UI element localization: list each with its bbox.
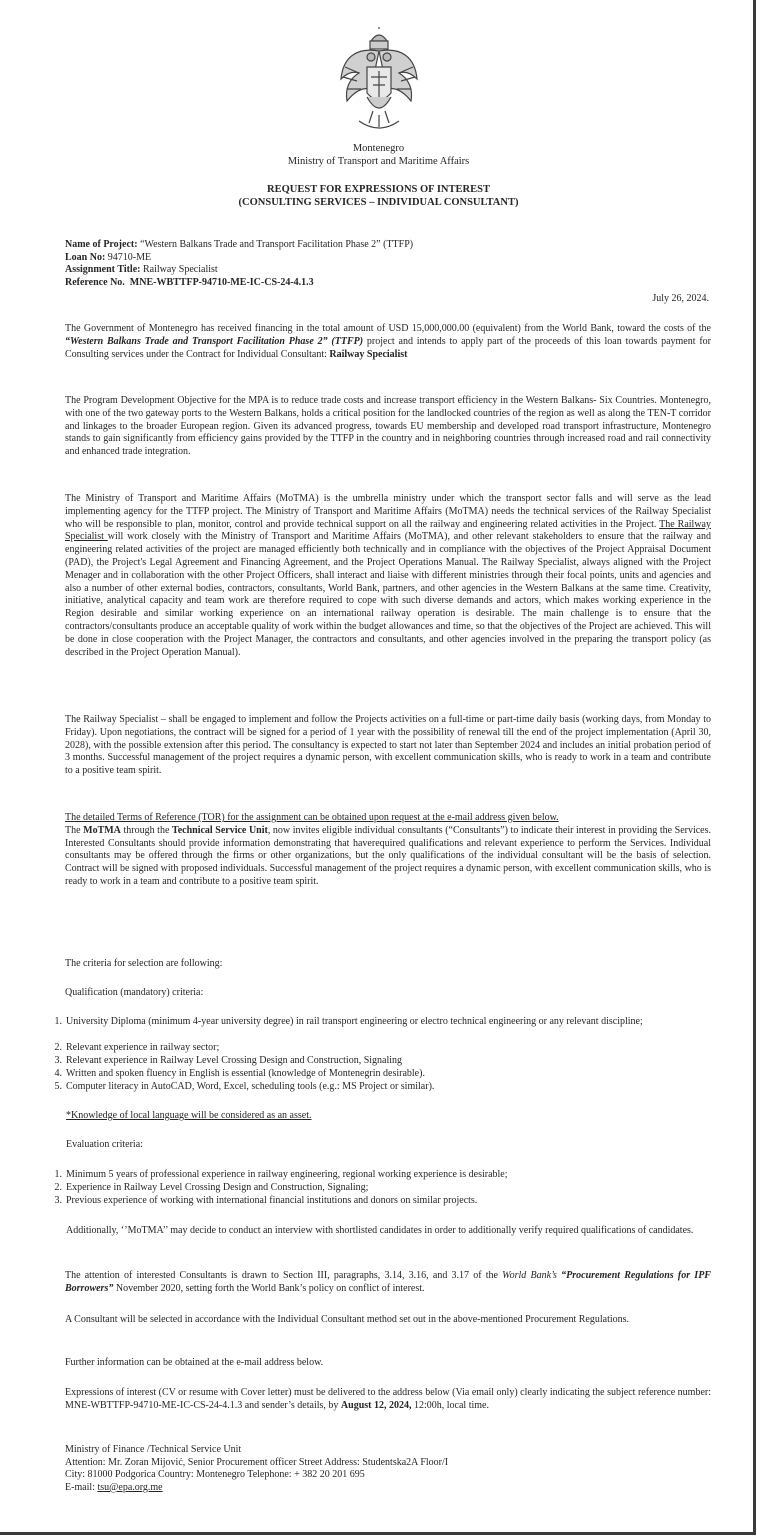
conflict-of-interest-paragraph <box>65 1270 711 1296</box>
ministry-name: Ministry of Transport and Maritime Affairs <box>287 156 470 167</box>
montenegro-coat-of-arms-icon <box>337 27 421 139</box>
list-number: 2. <box>54 1042 62 1053</box>
position-name-bold: Railway Specialist <box>329 348 408 360</box>
list-number: 3. <box>54 1195 62 1206</box>
email-label: E-mail: <box>65 1481 95 1493</box>
contact-address <box>65 1444 711 1494</box>
further-info-paragraph: Further information can be obtained at the e-mail address below. <box>65 1357 324 1368</box>
procurement-regulations-bold: “Procurement Regulations for IPF Borrowers” <box>65 1270 711 1294</box>
financing-text-1: The Government of Montenegro has received financing in the total amount of USD 15,000,000.00 (equivalent) from the World Bank, toward the costs of the <box>65 323 711 334</box>
list-text: Relevant experience in Railway Level Crossing Design and Construction, Signaling <box>66 1055 403 1066</box>
email-line <box>65 1482 711 1495</box>
list-number: 2. <box>54 1182 62 1193</box>
address-line-1: Ministry of Finance /Technical Service Unit <box>65 1444 242 1455</box>
list-item <box>54 1182 706 1195</box>
list-number: 5. <box>54 1081 62 1092</box>
document-subtitle: (CONSULTING SERVICES – INDIVIDUAL CONSULTANT) <box>238 197 519 208</box>
country-name: Montenegro <box>352 143 405 154</box>
evaluation-heading: Evaluation criteria: <box>66 1139 143 1150</box>
deadline-paragraph <box>65 1387 711 1413</box>
list-text: Written and spoken fluency in English is essential (knowledge of Montenegrin desirable). <box>66 1068 425 1079</box>
address-line-2: Attention: Mr. Zoran Mijović, Senior Procurement officer Street Address: Studentska2A Floor/I <box>65 1456 449 1468</box>
tor-note: The detailed Terms of Reference (TOR) for the assignment can be obtained upon request at the e-mail address given below. <box>65 812 559 823</box>
reference-label: Reference No. <box>65 276 125 288</box>
document-title: REQUEST FOR EXPRESSIONS OF INTEREST <box>267 184 490 195</box>
list-item <box>54 1081 706 1094</box>
ministry-role-paragraph <box>65 493 711 659</box>
financing-text-2: project and intends to apply part of the proceeds of this loan towards payment for Consulting services under the Contract for Individual Consultant: <box>65 335 711 360</box>
invitation-text-2: through the <box>120 824 172 836</box>
attention-text-1: The attention of interested Consultants is drawn to Section III, paragraphs, 3.14, 3.16, and 3.17 of the <box>65 1270 503 1281</box>
list-item <box>54 1169 706 1182</box>
loan-label: Loan No: <box>65 251 106 263</box>
list-text: University Diploma (minimum 4-year university degree) in rail transport engineering or electro technical engineering or any relevant discipline; <box>66 1016 643 1027</box>
ministry-role-text-2: will work closely with the Ministry of Transport and Maritime Affairs (MoTMA), and other relevant stakeholders to ensure that the railway and engineering related activities of the project are managed efficiently both technically and in compliance with the objectives of the Project Appraisal Document (PAD), the Project's Legal Agreement and Financing Agreement, and the Project Operations Manual. The Railway Specialist, always aligned with the Project Menager and in collaboration with the other Project Officers, shall interact and liaise with different ministries through their focal points, units and agencies and also a number of other external bodies, contractors, consultants, World Bank, partners, and other agencies in the Western Balkans at the same time. Creativity, initiative, analytical capacity and team work are therefore required to cope with such diverse demands and actors, which makes working experience in the Region desirable and similar working experience on an international railway operation is desirable. The main challenge is to ensure that the contractors/consultants produce an acceptable quality of work within the budget allowances and time, so that the objectives of the Project are achieved. This will be done in close cooperation with the Project Manager, the contractors and consultants, and other agencies involved in the preparing the transport policy (as described in the Project Operation Manual). <box>65 531 711 658</box>
assignment-value: Railway Specialist <box>142 264 218 276</box>
local-language-note: *Knowledge of local language will be considered as an asset. <box>66 1110 312 1121</box>
project-info <box>65 239 711 289</box>
world-bank-italic: World Bank’s <box>502 1270 557 1281</box>
list-text: Minimum 5 years of professional experience in railway engineering, regional working experience is desirable; <box>66 1169 508 1180</box>
development-objective-paragraph: The Program Development Objective for the MPA is to reduce trade costs and increase transport efficiency in the Western Balkans- Six Countries. Montenegro, with one of the two gateway ports to the Western Balkans, holds a critical position for the landlocked countries of the region as well as along the TEN-T corridor and linkages to the broader European region. Given its advanced progress, towards EU membership and developed road transport infrastructure, Montenegro stands to gain significantly from efficiency gains provided by the TTFP in the country and in neighboring countries through increased road and rail connectivity and enhanced trade integration. <box>65 395 711 458</box>
list-text: Relevant experience in railway sector; <box>66 1042 220 1053</box>
list-number: 1. <box>54 1169 62 1180</box>
deadline-text-1: Expressions of interest (CV or resume with Cover letter) must be delivered to the address below (Via email only) clearly indicating the subject reference number: MNE-WBTTFP-94710-ME-IC-CS-24-4.1.3 and sender’s details, by <box>65 1387 711 1411</box>
address-line-3: City: 81000 Podgorica Country: Montenegro Telephone: + 382 20 201 695 <box>65 1469 365 1481</box>
list-number: 1. <box>54 1016 62 1027</box>
email-link[interactable]: tsu@epa.org.me <box>97 1481 163 1493</box>
list-item <box>54 1016 706 1029</box>
ministry-role-text-1: The Ministry of Transport and Maritime Affairs (MoTMA) is the umbrella ministry under which the transport sector falls and will serve as the lead implementing agency for the TTFP project. The Ministry of Transport and Maritime Affairs (MoTMA) needs the technical services of the Railway Specialist who will be responsible to plan, monitor, control and provide technical support on all the railway and engineering related activities in the Project. <box>65 493 711 530</box>
invitation-text-3: , now invites eligible individual consultants (“Consultants”) to indicate their interest in providing the Services. Interested Consultants should provide information demonstrating that haverequired qualifications and relevant experience to perform the Services. Individual consultants may be offered through the firms or other organizations, but the only qualifications of the individual consultant will be the basis of selection. Contract will be signed with proposed individuals. Successful management of the project requires a dynamic person, with excellent communication skills, who is ready to work in a team and contribute to a positive team spirit. <box>65 824 712 887</box>
list-item <box>54 1195 706 1208</box>
list-item <box>54 1068 706 1081</box>
financing-paragraph <box>65 323 711 361</box>
selection-method-paragraph: A Consultant will be selected in accordance with the Individual Consultant method set out in the above-mentioned Procurement Regulations. <box>65 1314 630 1325</box>
project-name-value: “Western Balkans Trade and Transport Facilitation Phase 2” (TTFP) <box>140 239 414 250</box>
motma-bold: MoTMA <box>83 824 121 836</box>
assignment-label: Assignment Title: <box>65 264 141 276</box>
interview-note: Additionally, ‘’MoTMA’’ may decide to conduct an interview with shortlisted candidates in order to additionally verify required qualifications of candidates. <box>66 1225 694 1236</box>
list-text: Experience in Railway Level Crossing Design and Construction, Signaling; <box>66 1182 369 1193</box>
railway-specialist-underlined: The Railway Specialist <box>65 518 711 543</box>
list-number: 4. <box>54 1068 62 1079</box>
invitation-paragraph <box>65 812 711 889</box>
document-date: July 26, 2024. <box>652 293 709 304</box>
attention-text-2: November 2020, setting forth the World Bank’s policy on conflict of interest. <box>113 1282 425 1294</box>
list-number: 3. <box>54 1055 62 1066</box>
criteria-intro: The criteria for selection are following: <box>65 958 223 969</box>
project-title-emphasis: “Western Balkans Trade and Transport Facilitation Phase 2” (TTFP) <box>65 335 364 347</box>
invitation-text-1: The <box>65 824 84 836</box>
deadline-date-bold: August 12, 2024, <box>340 1399 412 1411</box>
technical-service-unit-bold: Technical Service Unit <box>171 824 268 836</box>
list-item <box>54 1055 706 1068</box>
deadline-text-2: 12:00h, local time. <box>411 1399 489 1411</box>
qualification-heading: Qualification (mandatory) criteria: <box>65 987 204 998</box>
project-name-label: Name of Project: <box>65 239 138 250</box>
list-text: Computer literacy in AutoCAD, Word, Excel, scheduling tools (e.g.: MS Project or similar). <box>66 1081 435 1092</box>
engagement-terms-paragraph: The Railway Specialist – shall be engaged to implement and follow the Projects activities on a full-time or part-time daily basis (working days, from Monday to Friday). Upon negotiations, the contract will be signed for a period of 1 year with the possibility of renewal till the end of the project implementation (April 30, 2028), with the possible extension after this period. The consultancy is expected to start not later than September 2024 and includes an initial probation period of 3 months. Successful management of the project requires a dynamic person, with excellent communication skills, who is ready to work in a team and contribute to a positive team spirit. <box>65 714 711 777</box>
loan-value: 94710-ME <box>107 251 152 263</box>
reference-value: MNE-WBTTFP-94710-ME-IC-CS-24-4.1.3 <box>129 276 314 288</box>
list-text: Previous experience of working with international financial institutions and donors on similar projects. <box>66 1195 478 1206</box>
list-item <box>54 1042 706 1055</box>
